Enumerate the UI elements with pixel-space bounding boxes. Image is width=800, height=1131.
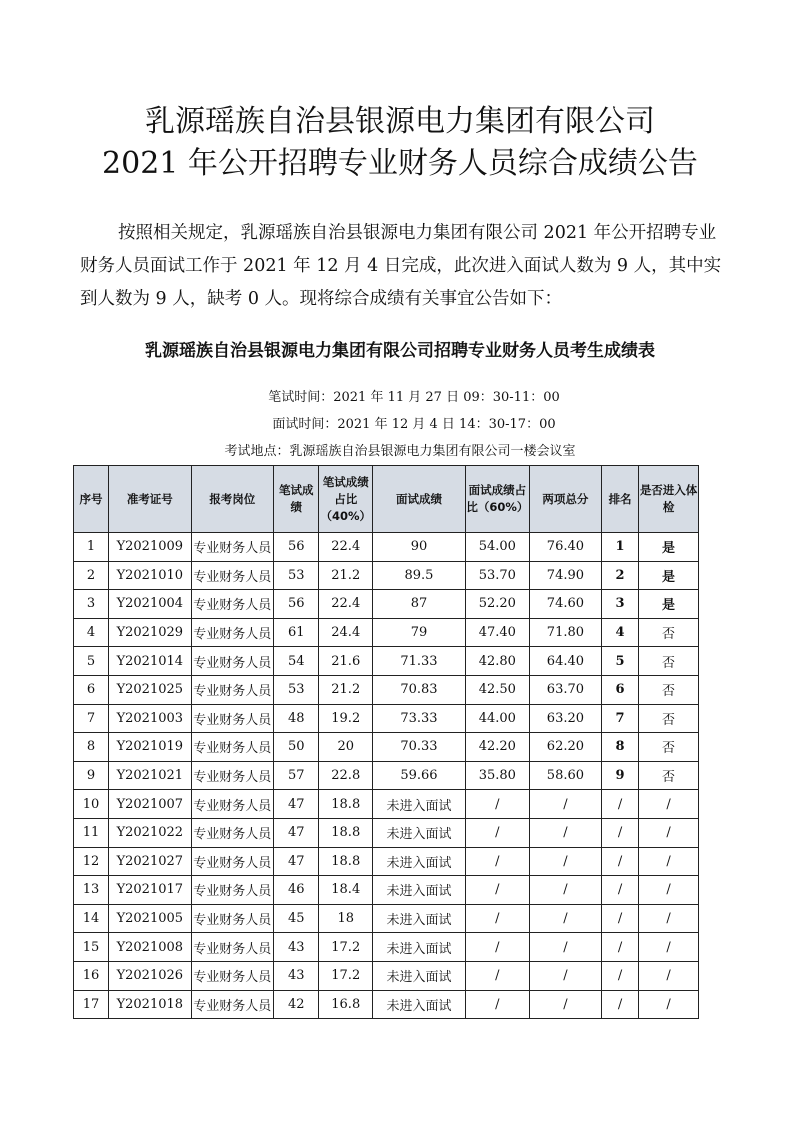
cell-interview-ratio: 35.80 xyxy=(465,761,529,790)
cell-interview-ratio: / xyxy=(465,933,529,962)
cell-rank: / xyxy=(602,904,639,933)
cell-written: 57 xyxy=(274,761,319,790)
cell-ticket: Y2021025 xyxy=(109,675,192,704)
cell-rank: 2 xyxy=(602,561,639,590)
cell-written: 43 xyxy=(274,961,319,990)
table-row xyxy=(74,590,699,619)
cell-total: / xyxy=(529,904,601,933)
header-exam: 是否进入体检 xyxy=(639,466,699,533)
cell-exam: 否 xyxy=(639,647,699,676)
cell-position: 专业财务人员 xyxy=(191,847,274,876)
cell-total: / xyxy=(529,790,601,819)
cell-seq: 10 xyxy=(74,790,109,819)
cell-seq: 1 xyxy=(74,533,109,562)
cell-rank: / xyxy=(602,933,639,962)
cell-written: 50 xyxy=(274,733,319,762)
page-title-line2: 2021 年公开招聘专业财务人员综合成绩公告 xyxy=(102,146,698,181)
cell-seq: 3 xyxy=(74,590,109,619)
cell-total: 64.40 xyxy=(529,647,601,676)
table-row xyxy=(74,675,699,704)
cell-total: 71.80 xyxy=(529,618,601,647)
cell-rank: / xyxy=(602,876,639,905)
cell-seq: 7 xyxy=(74,704,109,733)
cell-total: 76.40 xyxy=(529,533,601,562)
table-row xyxy=(74,561,699,590)
cell-written-ratio: 21.2 xyxy=(319,675,373,704)
cell-written-ratio: 20 xyxy=(319,733,373,762)
cell-position: 专业财务人员 xyxy=(191,533,274,562)
cell-position: 专业财务人员 xyxy=(191,904,274,933)
table-row xyxy=(74,647,699,676)
cell-interview: 70.33 xyxy=(373,733,466,762)
cell-position: 专业财务人员 xyxy=(191,733,274,762)
table-row xyxy=(74,876,699,905)
cell-total: 63.70 xyxy=(529,675,601,704)
cell-position: 专业财务人员 xyxy=(191,876,274,905)
header-interview-ratio: 面试成绩占比（60%） xyxy=(465,466,529,533)
cell-interview: 未进入面试 xyxy=(373,847,466,876)
cell-exam: 是 xyxy=(639,590,699,619)
cell-seq: 13 xyxy=(74,876,109,905)
cell-exam: 否 xyxy=(639,733,699,762)
cell-position: 专业财务人员 xyxy=(191,818,274,847)
table-title: 乳源瑶族自治县银源电力集团有限公司招聘专业财务人员考生成绩表 xyxy=(145,341,655,361)
cell-ticket: Y2021003 xyxy=(109,704,192,733)
table-row xyxy=(74,533,699,562)
cell-position: 专业财务人员 xyxy=(191,618,274,647)
cell-ticket: Y2021014 xyxy=(109,647,192,676)
header-written: 笔试成绩 xyxy=(274,466,319,533)
cell-rank: 3 xyxy=(602,590,639,619)
header-seq: 序号 xyxy=(74,466,109,533)
cell-total: / xyxy=(529,933,601,962)
cell-interview: 87 xyxy=(373,590,466,619)
cell-exam: 否 xyxy=(639,761,699,790)
cell-seq: 2 xyxy=(74,561,109,590)
cell-exam: / xyxy=(639,990,699,1019)
header-ticket: 准考证号 xyxy=(109,466,192,533)
cell-exam: 否 xyxy=(639,618,699,647)
cell-interview-ratio: 44.00 xyxy=(465,704,529,733)
cell-interview: 70.83 xyxy=(373,675,466,704)
cell-interview-ratio: / xyxy=(465,790,529,819)
interview-time: 面试时间：2021 年 12 月 4 日 14：30-17：00 xyxy=(272,417,556,432)
cell-interview: 未进入面试 xyxy=(373,876,466,905)
cell-written: 48 xyxy=(274,704,319,733)
cell-position: 专业财务人员 xyxy=(191,675,274,704)
cell-ticket: Y2021005 xyxy=(109,904,192,933)
cell-ticket: Y2021018 xyxy=(109,990,192,1019)
cell-total: 62.20 xyxy=(529,733,601,762)
table-row xyxy=(74,790,699,819)
cell-ticket: Y2021017 xyxy=(109,876,192,905)
cell-exam: / xyxy=(639,847,699,876)
cell-ticket: Y2021026 xyxy=(109,961,192,990)
cell-position: 专业财务人员 xyxy=(191,961,274,990)
table-row xyxy=(74,761,699,790)
cell-total: 74.90 xyxy=(529,561,601,590)
header-interview: 面试成绩 xyxy=(373,466,466,533)
cell-interview: 未进入面试 xyxy=(373,818,466,847)
cell-ticket: Y2021027 xyxy=(109,847,192,876)
table-row xyxy=(74,904,699,933)
header-position: 报考岗位 xyxy=(191,466,274,533)
cell-seq: 17 xyxy=(74,990,109,1019)
cell-written: 56 xyxy=(274,533,319,562)
scores-table xyxy=(73,465,699,1019)
written-exam-time: 笔试时间：2021 年 11 月 27 日 09：30-11：00 xyxy=(268,390,560,405)
cell-ticket: Y2021004 xyxy=(109,590,192,619)
cell-exam: / xyxy=(639,904,699,933)
table-row xyxy=(74,847,699,876)
cell-rank: / xyxy=(602,847,639,876)
cell-seq: 12 xyxy=(74,847,109,876)
cell-written-ratio: 21.6 xyxy=(319,647,373,676)
cell-position: 专业财务人员 xyxy=(191,790,274,819)
cell-seq: 6 xyxy=(74,675,109,704)
cell-exam: / xyxy=(639,961,699,990)
cell-written-ratio: 18.8 xyxy=(319,818,373,847)
cell-total: / xyxy=(529,990,601,1019)
cell-written: 56 xyxy=(274,590,319,619)
cell-ticket: Y2021022 xyxy=(109,818,192,847)
cell-interview: 未进入面试 xyxy=(373,790,466,819)
cell-interview: 79 xyxy=(373,618,466,647)
table-row xyxy=(74,818,699,847)
cell-exam: / xyxy=(639,818,699,847)
cell-total: / xyxy=(529,876,601,905)
header-rank: 排名 xyxy=(602,466,639,533)
cell-ticket: Y2021008 xyxy=(109,933,192,962)
table-row xyxy=(74,704,699,733)
cell-rank: 9 xyxy=(602,761,639,790)
cell-seq: 11 xyxy=(74,818,109,847)
cell-written-ratio: 21.2 xyxy=(319,561,373,590)
cell-rank: 8 xyxy=(602,733,639,762)
cell-seq: 9 xyxy=(74,761,109,790)
cell-ticket: Y2021007 xyxy=(109,790,192,819)
cell-interview: 90 xyxy=(373,533,466,562)
cell-interview-ratio: 42.80 xyxy=(465,647,529,676)
cell-written-ratio: 18.4 xyxy=(319,876,373,905)
announcement-paragraph xyxy=(80,217,730,316)
cell-written: 47 xyxy=(274,847,319,876)
cell-rank: 1 xyxy=(602,533,639,562)
cell-written-ratio: 19.2 xyxy=(319,704,373,733)
header-written-ratio: 笔试成绩占比（40%） xyxy=(319,466,373,533)
table-row xyxy=(74,961,699,990)
cell-interview-ratio: / xyxy=(465,818,529,847)
cell-position: 专业财务人员 xyxy=(191,704,274,733)
cell-ticket: Y2021021 xyxy=(109,761,192,790)
cell-total: 58.60 xyxy=(529,761,601,790)
cell-ticket: Y2021010 xyxy=(109,561,192,590)
cell-total: 74.60 xyxy=(529,590,601,619)
cell-interview-ratio: / xyxy=(465,847,529,876)
cell-rank: 7 xyxy=(602,704,639,733)
cell-written: 47 xyxy=(274,818,319,847)
cell-written-ratio: 17.2 xyxy=(319,961,373,990)
cell-written-ratio: 16.8 xyxy=(319,990,373,1019)
cell-exam: / xyxy=(639,876,699,905)
cell-written: 46 xyxy=(274,876,319,905)
cell-position: 专业财务人员 xyxy=(191,933,274,962)
cell-exam: / xyxy=(639,933,699,962)
cell-rank: / xyxy=(602,790,639,819)
exam-location: 考试地点：乳源瑶族自治县银源电力集团有限公司一楼会议室 xyxy=(224,444,576,459)
cell-written-ratio: 22.4 xyxy=(319,533,373,562)
cell-total: 63.20 xyxy=(529,704,601,733)
cell-position: 专业财务人员 xyxy=(191,990,274,1019)
cell-written: 43 xyxy=(274,933,319,962)
announcement-text: 按照相关规定，乳源瑶族自治县银源电力集团有限公司 2021 年公开招聘专业财务人员面试工作于 2021 年 12 月 4 日完成，此次进入面试人数为 9 人，其中实到人数为 9 人，缺考 0 人。现将综合成绩有关事宜公告如下： xyxy=(80,223,722,309)
table-header-row xyxy=(74,466,699,533)
cell-written-ratio: 22.4 xyxy=(319,590,373,619)
cell-written: 53 xyxy=(274,675,319,704)
cell-interview-ratio: 54.00 xyxy=(465,533,529,562)
cell-seq: 5 xyxy=(74,647,109,676)
cell-exam: 否 xyxy=(639,675,699,704)
cell-exam: 是 xyxy=(639,533,699,562)
cell-rank: 6 xyxy=(602,675,639,704)
cell-written-ratio: 18 xyxy=(319,904,373,933)
cell-written: 42 xyxy=(274,990,319,1019)
cell-position: 专业财务人员 xyxy=(191,561,274,590)
cell-written-ratio: 18.8 xyxy=(319,790,373,819)
cell-exam: 是 xyxy=(639,561,699,590)
cell-interview-ratio: / xyxy=(465,990,529,1019)
cell-rank: / xyxy=(602,818,639,847)
cell-interview-ratio: 47.40 xyxy=(465,618,529,647)
cell-ticket: Y2021029 xyxy=(109,618,192,647)
cell-written-ratio: 22.8 xyxy=(319,761,373,790)
cell-ticket: Y2021019 xyxy=(109,733,192,762)
cell-interview: 未进入面试 xyxy=(373,904,466,933)
cell-exam: / xyxy=(639,790,699,819)
cell-exam: 否 xyxy=(639,704,699,733)
cell-written: 54 xyxy=(274,647,319,676)
cell-total: / xyxy=(529,847,601,876)
cell-interview-ratio: 42.20 xyxy=(465,733,529,762)
cell-interview: 89.5 xyxy=(373,561,466,590)
cell-written-ratio: 24.4 xyxy=(319,618,373,647)
table-row xyxy=(74,733,699,762)
cell-total: / xyxy=(529,818,601,847)
cell-interview: 未进入面试 xyxy=(373,933,466,962)
cell-position: 专业财务人员 xyxy=(191,761,274,790)
cell-rank: 4 xyxy=(602,618,639,647)
cell-total: / xyxy=(529,961,601,990)
cell-seq: 14 xyxy=(74,904,109,933)
cell-interview: 未进入面试 xyxy=(373,961,466,990)
cell-interview: 59.66 xyxy=(373,761,466,790)
cell-interview-ratio: / xyxy=(465,876,529,905)
cell-seq: 15 xyxy=(74,933,109,962)
cell-seq: 16 xyxy=(74,961,109,990)
cell-written-ratio: 17.2 xyxy=(319,933,373,962)
cell-interview: 未进入面试 xyxy=(373,990,466,1019)
cell-seq: 8 xyxy=(74,733,109,762)
cell-rank: / xyxy=(602,961,639,990)
cell-position: 专业财务人员 xyxy=(191,647,274,676)
cell-ticket: Y2021009 xyxy=(109,533,192,562)
cell-interview: 71.33 xyxy=(373,647,466,676)
cell-rank: 5 xyxy=(602,647,639,676)
header-total: 两项总分 xyxy=(529,466,601,533)
cell-seq: 4 xyxy=(74,618,109,647)
cell-written-ratio: 18.8 xyxy=(319,847,373,876)
table-row xyxy=(74,618,699,647)
cell-interview-ratio: / xyxy=(465,904,529,933)
cell-interview-ratio: 52.20 xyxy=(465,590,529,619)
cell-interview: 73.33 xyxy=(373,704,466,733)
cell-written: 45 xyxy=(274,904,319,933)
cell-written: 47 xyxy=(274,790,319,819)
table-row xyxy=(74,990,699,1019)
cell-rank: / xyxy=(602,990,639,1019)
cell-interview-ratio: / xyxy=(465,961,529,990)
cell-written: 53 xyxy=(274,561,319,590)
cell-written: 61 xyxy=(274,618,319,647)
page-title-line1: 乳源瑶族自治县银源电力集团有限公司 xyxy=(145,104,655,139)
cell-position: 专业财务人员 xyxy=(191,590,274,619)
cell-interview-ratio: 53.70 xyxy=(465,561,529,590)
cell-interview-ratio: 42.50 xyxy=(465,675,529,704)
table-row xyxy=(74,933,699,962)
